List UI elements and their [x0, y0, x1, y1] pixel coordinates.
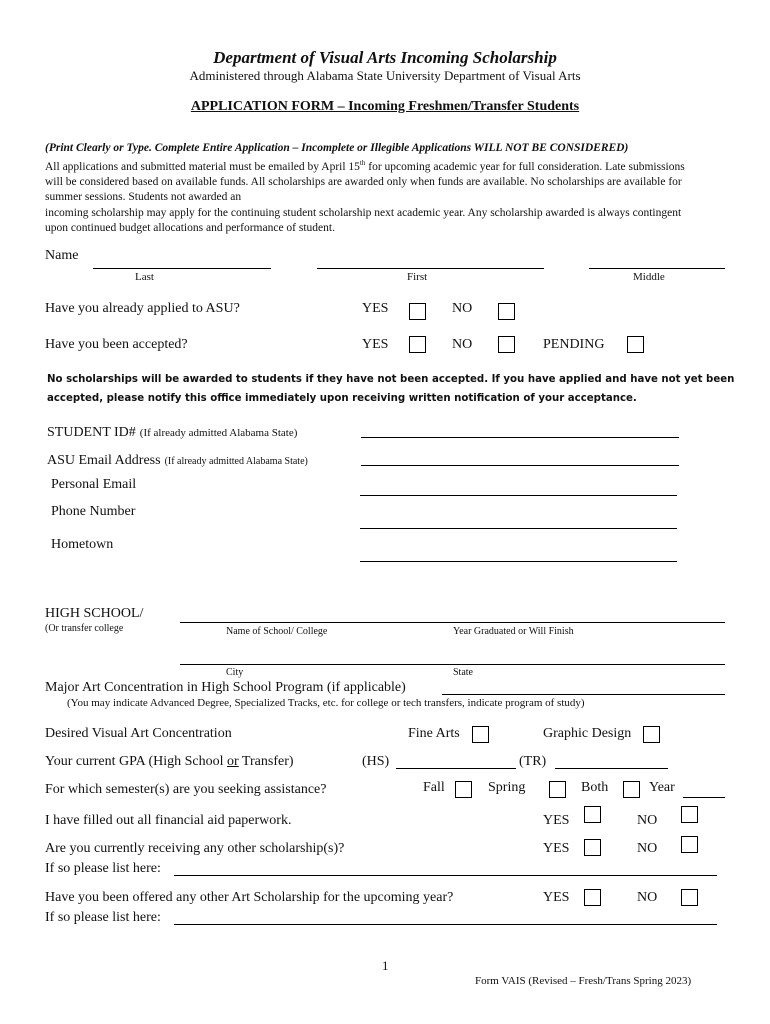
other-scholarships-list-label: If so please list here:: [45, 861, 161, 876]
spring-checkbox[interactable]: [549, 781, 566, 798]
other-scholarships-no-checkbox[interactable]: [681, 836, 698, 853]
art-scholarship-no-checkbox[interactable]: [681, 889, 698, 906]
applied-yes-checkbox[interactable]: [409, 303, 426, 320]
form-id: Form VAIS (Revised – Fresh/Trans Spring 2023): [475, 975, 692, 987]
instructions-text-2: incoming scholarship may apply for the continuing student scholarship next academic year. Any scholarship awarded is always contingent upon continued budget allocations and performance of student.: [45, 206, 682, 234]
applied-no-label: NO: [452, 301, 473, 316]
first-name-field[interactable]: [317, 268, 544, 269]
art-scholarship-list-label: If so please list here:: [45, 910, 161, 925]
both-checkbox[interactable]: [623, 781, 640, 798]
major-concentration-field[interactable]: [442, 694, 725, 695]
semester-question: For which semester(s) are you seeking assistance?: [45, 782, 327, 797]
accepted-question: Have you been accepted?: [45, 337, 188, 352]
accepted-no-label: NO: [452, 337, 473, 352]
student-id-row: [47, 423, 297, 441]
form-subtitle: Administered through Alabama State University Department of Visual Arts: [189, 68, 581, 83]
accepted-yes-label: YES: [362, 337, 389, 352]
school-name-caption: Name of School/ College: [226, 626, 328, 637]
city-state-field[interactable]: [180, 664, 725, 665]
accepted-yes-checkbox[interactable]: [409, 336, 426, 353]
applied-no-checkbox[interactable]: [498, 303, 515, 320]
art-scholarship-yes-checkbox[interactable]: [584, 889, 601, 906]
applied-yes-label: YES: [362, 301, 389, 316]
financial-aid-no-label: NO: [637, 813, 658, 828]
other-scholarships-no-label: NO: [637, 841, 658, 856]
asu-email-row: [47, 451, 308, 469]
asu-email-note: (If already admitted Alabama State): [164, 456, 308, 467]
year-graduated-caption: Year Graduated or Will Finish: [453, 626, 574, 637]
spring-label: Spring: [488, 780, 526, 795]
personal-email-label: Personal Email: [51, 477, 137, 492]
other-scholarships-yes-label: YES: [543, 841, 570, 856]
last-name-caption: Last: [135, 271, 154, 283]
fall-checkbox[interactable]: [455, 781, 472, 798]
both-label: Both: [581, 780, 609, 795]
city-caption: City: [226, 667, 244, 678]
instructions-text-cont: for upcoming academic year for full consideration. Late submissions will be considered based on available funds. All scholarships are awarded only when funds are available. No scholarships are available for summer sessions. Students not awarded an: [45, 161, 685, 204]
graphic-design-checkbox[interactable]: [643, 726, 660, 743]
page-number: 1: [382, 958, 389, 973]
art-scholarship-yes-label: YES: [543, 890, 570, 905]
gpa-tr-field[interactable]: [555, 768, 668, 769]
financial-aid-yes-checkbox[interactable]: [584, 806, 601, 823]
last-name-field[interactable]: [93, 268, 271, 269]
gpa-tr-label: (TR): [519, 754, 547, 769]
student-id-note: (If already admitted Alabama State): [139, 427, 298, 439]
form-title: Department of Visual Arts Incoming Scholarship: [213, 48, 557, 67]
major-concentration-label: Major Art Concentration in High School Program (if applicable): [45, 680, 406, 695]
student-id-field[interactable]: [361, 437, 679, 438]
high-school-label: HIGH SCHOOL/: [45, 606, 144, 621]
instructions: [45, 141, 705, 236]
financial-aid-yes-label: YES: [543, 813, 570, 828]
instructions-sup: th: [359, 159, 366, 168]
applied-question: Have you already applied to ASU?: [45, 301, 240, 316]
high-school-note: (Or transfer college: [45, 623, 124, 634]
financial-aid-question: I have filled out all financial aid paperwork.: [45, 813, 292, 828]
desired-concentration-label: Desired Visual Art Concentration: [45, 726, 232, 741]
gpa-hs-field[interactable]: [396, 768, 516, 769]
asu-email-label: ASU Email Address: [47, 453, 161, 468]
fine-arts-checkbox[interactable]: [472, 726, 489, 743]
gpa-label: Your current GPA (High School or Transfer): [45, 754, 294, 769]
acceptance-notice-line2: accepted, please notify this office immediately upon receiving written notification of your acceptance.: [47, 393, 637, 404]
accepted-pending-checkbox[interactable]: [627, 336, 644, 353]
asu-email-field[interactable]: [361, 465, 679, 466]
other-scholarships-question: Are you currently receiving any other scholarship(s)?: [45, 841, 345, 856]
phone-field[interactable]: [360, 528, 677, 529]
other-scholarships-list-field[interactable]: [174, 875, 717, 876]
other-scholarships-yes-checkbox[interactable]: [584, 839, 601, 856]
art-scholarship-no-label: NO: [637, 890, 658, 905]
application-form-heading: APPLICATION FORM – Incoming Freshmen/Transfer Students: [190, 99, 580, 114]
accepted-no-checkbox[interactable]: [498, 336, 515, 353]
school-name-year-field[interactable]: [180, 622, 725, 623]
hometown-label: Hometown: [51, 537, 114, 552]
art-scholarship-list-field[interactable]: [174, 924, 717, 925]
financial-aid-no-checkbox[interactable]: [681, 806, 698, 823]
instructions-bold: (Print Clearly or Type. Complete Entire Application – Incomplete or Illegible Applications WILL NOT BE CONSIDERED): [45, 142, 629, 154]
accepted-pending-label: PENDING: [543, 337, 605, 352]
middle-name-caption: Middle: [633, 271, 665, 283]
graphic-design-label: Graphic Design: [543, 726, 632, 741]
instructions-text: All applications and submitted material must be emailed by April 15: [45, 161, 360, 174]
major-concentration-note: (You may indicate Advanced Degree, Specialized Tracks, etc. for college or tech transfers, indicate program of study): [67, 697, 585, 709]
first-name-caption: First: [407, 271, 428, 283]
personal-email-field[interactable]: [360, 495, 677, 496]
name-label: Name: [45, 248, 79, 263]
fall-label: Fall: [423, 780, 445, 795]
year-field[interactable]: [683, 797, 725, 798]
fine-arts-label: Fine Arts: [408, 726, 460, 741]
acceptance-notice-line1: No scholarships will be awarded to students if they have not been accepted. If you have applied and have not yet been: [47, 374, 735, 385]
year-label: Year: [649, 780, 675, 795]
art-scholarship-question: Have you been offered any other Art Scholarship for the upcoming year?: [45, 890, 454, 905]
middle-name-field[interactable]: [589, 268, 725, 269]
phone-label: Phone Number: [51, 504, 136, 519]
state-caption: State: [453, 667, 473, 678]
gpa-hs-label: (HS): [362, 754, 390, 769]
student-id-label: STUDENT ID#: [47, 425, 136, 440]
hometown-field[interactable]: [360, 561, 677, 562]
